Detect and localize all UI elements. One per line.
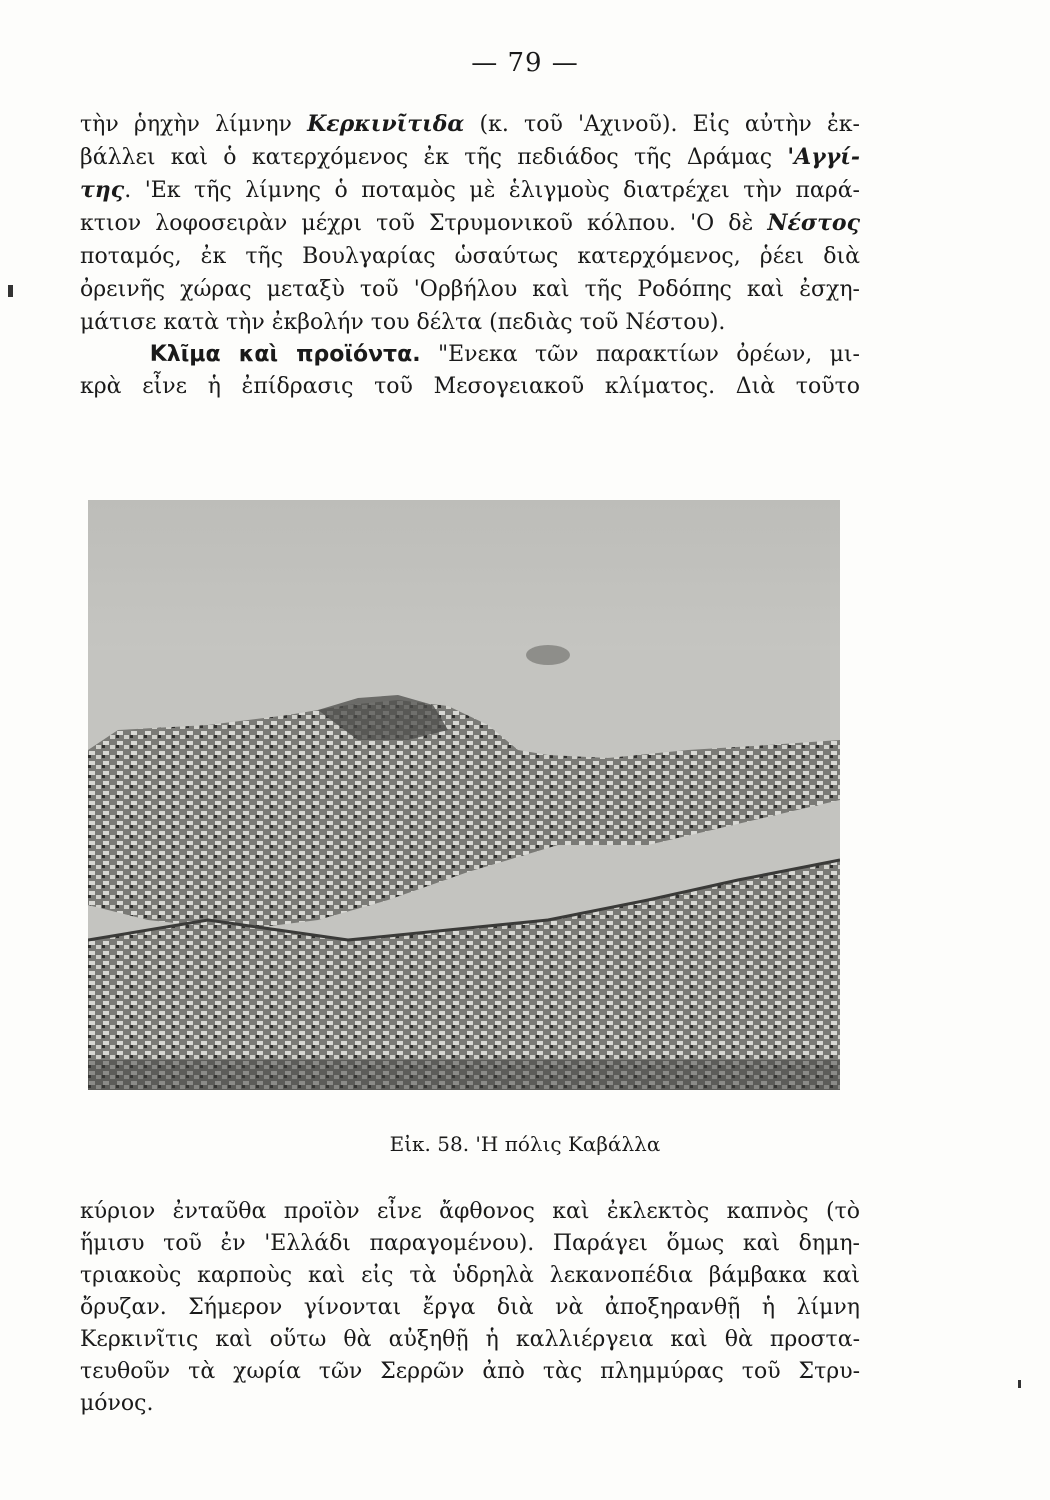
top-paragraph — [80, 108, 860, 403]
section-heading-line: Κλῖμα καὶ προϊόντα. "Ενεκα τῶν παρακτίων ὀρέων, μι- — [149, 342, 860, 367]
text-line: βάλλει καὶ ὁ κατερχόμενος ἐκ τῆς πεδιάδος τῆς Δράμας 'Αγγί- — [80, 144, 860, 170]
scan-edge-mark — [8, 285, 13, 297]
text-line: κτιον λοφοσειρὰν μέχρι τοῦ Στρυμονικοῦ κόλπου. 'Ο δὲ Νέστος — [80, 210, 860, 236]
figure-caption: Εἰκ. 58. 'Η πόλις Καβάλλα — [389, 1132, 661, 1156]
text-line: τριακοὺς καρποὺς καὶ εἰς τὰ ὑδρηλὰ λεκανοπέδια βάμβακα καὶ — [80, 1263, 860, 1288]
text-line: τευθοῦν τὰ χωρία τῶν Σερρῶν ἀπὸ τὰς πλημμύρας τοῦ Στρυ- — [80, 1359, 860, 1384]
text-line: ἥμισυ τοῦ ἐν 'Ελλάδι παραγομένου). Παράγει ὅμως καὶ δημη- — [80, 1231, 860, 1256]
text-line: Κερκινῖτις καὶ οὕτω θὰ αὐξηθῇ ἡ καλλιέργεια καὶ θὰ προστα- — [80, 1327, 860, 1352]
text-line: μάτισε κατὰ τὴν ἐκβολήν του δέλτα (πεδιὰς τοῦ Νέστου). — [80, 310, 726, 335]
text-line: ὄρυζαν. Σήμερον γίνονται ἔργα διὰ νὰ ἀποξηρανθῇ ἡ λίμνη — [80, 1295, 860, 1320]
text-line: ποταμός, ἐκ τῆς Βουλγαρίας ὡσαύτως κατερχόμενος, ῥέει διὰ — [80, 244, 860, 269]
islet — [526, 645, 570, 665]
kavala-photo — [88, 500, 840, 1090]
foreground-shadow — [88, 1060, 840, 1090]
text-line: της. 'Εκ τῆς λίμνης ὁ ποταμὸς μὲ ἑλιγμοὺς διατρέχει τὴν παρά- — [80, 177, 860, 203]
text-line: ὀρεινῆς χώρας μεταξὺ τοῦ 'Ορβήλου καὶ τῆς Ροδόπης καὶ ἐσχη- — [80, 277, 860, 302]
text-line: κύριον ἐνταῦθα προϊὸν εἶνε ἄφθονος καὶ ἐκλεκτὸς καπνὸς (τὸ — [80, 1199, 860, 1224]
bottom-paragraph — [80, 1196, 860, 1420]
scan-edge-mark — [1018, 1380, 1021, 1388]
text-line: κρὰ εἶνε ἡ ἐπίδρασις τοῦ Μεσογειακοῦ κλίματος. Διὰ τοῦτο — [80, 374, 860, 399]
text-line: τὴν ῥηχὴν λίμνην Κερκινῖτιδα (κ. τοῦ 'Αχινοῦ). Εἰς αὐτὴν ἐκ- — [80, 111, 860, 137]
page-number: — 79 — — [471, 48, 579, 78]
text-line: μόνος. — [80, 1391, 154, 1416]
kavala-photo-illustration — [88, 500, 840, 1090]
section-heading: Κλῖμα καὶ προϊόντα. — [149, 342, 421, 367]
